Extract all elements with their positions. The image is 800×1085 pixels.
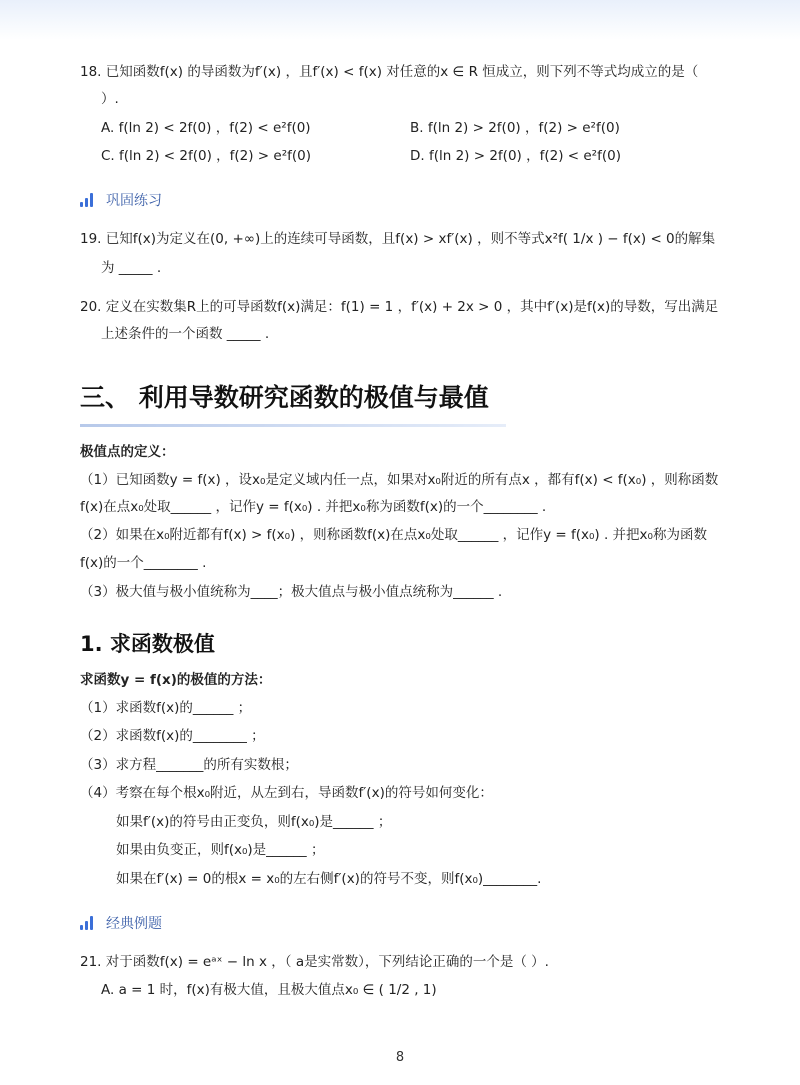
method-case-2: 如果由负变正，则f(x₀)是______ ； bbox=[116, 842, 325, 858]
method-step-1: （1）求函数f(x)的______ ； bbox=[80, 700, 252, 716]
method-title: 求函数y = f(x)的极值的方法： bbox=[80, 672, 272, 688]
definition-line-4: f(x)的一个________ . bbox=[80, 555, 207, 571]
q21-option-a: A. a = 1 时，f(x)有极大值，且极大值点x₀ ∈ ( 1/2 , 1) bbox=[101, 982, 437, 998]
method-step-3: （3）求方程_______的所有实数根； bbox=[80, 757, 298, 773]
bar-chart-icon bbox=[80, 193, 98, 207]
q20-stem-end: 上述条件的一个函数 _____ . bbox=[101, 326, 270, 342]
page-number: 8 bbox=[395, 1050, 405, 1065]
q18-stem-end: ）. bbox=[101, 91, 119, 107]
q18-option-c: C. f(ln 2) < 2f(0) ，f(2) > e²f(0) bbox=[101, 148, 311, 164]
q18-option-d: D. f(ln 2) > 2f(0) ，f(2) < e²f(0) bbox=[410, 148, 621, 164]
method-case-3: 如果在f′(x) = 0的根x = x₀的左右侧f′(x)的符号不变，则f(x₀)________. bbox=[116, 871, 542, 887]
subsection-heading: 1. 求函数极值 bbox=[80, 632, 215, 656]
section-practice bbox=[80, 190, 162, 210]
section-heading: 三、 利用导数研究函数的极值与最值 bbox=[80, 383, 489, 412]
q21-stem: 21. 对于函数f(x) = eᵃˣ − ln x ，（ a是实常数），下列结论正确的一个是（ ）. bbox=[80, 954, 549, 970]
q18-option-a: A. f(ln 2) < 2f(0) ，f(2) < e²f(0) bbox=[101, 120, 311, 136]
q20-stem: 20. 定义在实数集R上的可导函数f(x)满足：f(1) = 1 ，f′(x) + 2x > 0 ，其中f′(x)是f(x)的导数，写出满足 bbox=[80, 299, 719, 315]
section-examples bbox=[80, 913, 162, 933]
bar-chart-icon bbox=[80, 916, 98, 930]
definition-title: 极值点的定义： bbox=[80, 444, 175, 460]
section-practice-label: 巩固练习 bbox=[106, 193, 162, 209]
section-examples-label: 经典例题 bbox=[106, 916, 162, 932]
method-step-2: （2）求函数f(x)的________ ； bbox=[80, 728, 265, 744]
definition-line-2: f(x)在点x₀处取______ ，记作y = f(x₀) . 并把x₀称为函数f(x)的一个________ . bbox=[80, 499, 547, 515]
q18-option-b: B. f(ln 2) > 2f(0) ，f(2) > e²f(0) bbox=[410, 120, 620, 136]
header-band bbox=[0, 0, 800, 40]
method-case-1: 如果f′(x)的符号由正变负，则f(x₀)是______ ； bbox=[116, 814, 392, 830]
q18-stem: 18. 已知函数f(x) 的导函数为f′(x) ，且f′(x) < f(x) 对任意的x ∈ R 恒成立，则下列不等式均成立的是（ bbox=[80, 64, 699, 80]
definition-line-5: （3）极大值与极小值统称为____；极大值点与极小值点统称为______ . bbox=[80, 584, 503, 600]
method-step-4: （4）考察在每个根x₀附近，从左到右，导函数f′(x)的符号如何变化： bbox=[80, 785, 493, 801]
definition-line-1: （1）已知函数y = f(x) ，设x₀是定义域内任一点，如果对x₀附近的所有点x ，都有f(x) < f(x₀) ，则称函数 bbox=[80, 472, 719, 488]
definition-line-3: （2）如果在x₀附近都有f(x) > f(x₀) ，则称函数f(x)在点x₀处取______ ，记作y = f(x₀) . 并把x₀称为函数 bbox=[80, 527, 707, 543]
q19-stem-end: 为 _____ . bbox=[101, 260, 162, 276]
heading-underline bbox=[80, 424, 506, 427]
q19-stem: 19. 已知f(x)为定义在(0, +∞)上的连续可导函数，且f(x) > xf′(x) ，则不等式x²f( 1/x ) − f(x) < 0的解集 bbox=[80, 231, 716, 247]
